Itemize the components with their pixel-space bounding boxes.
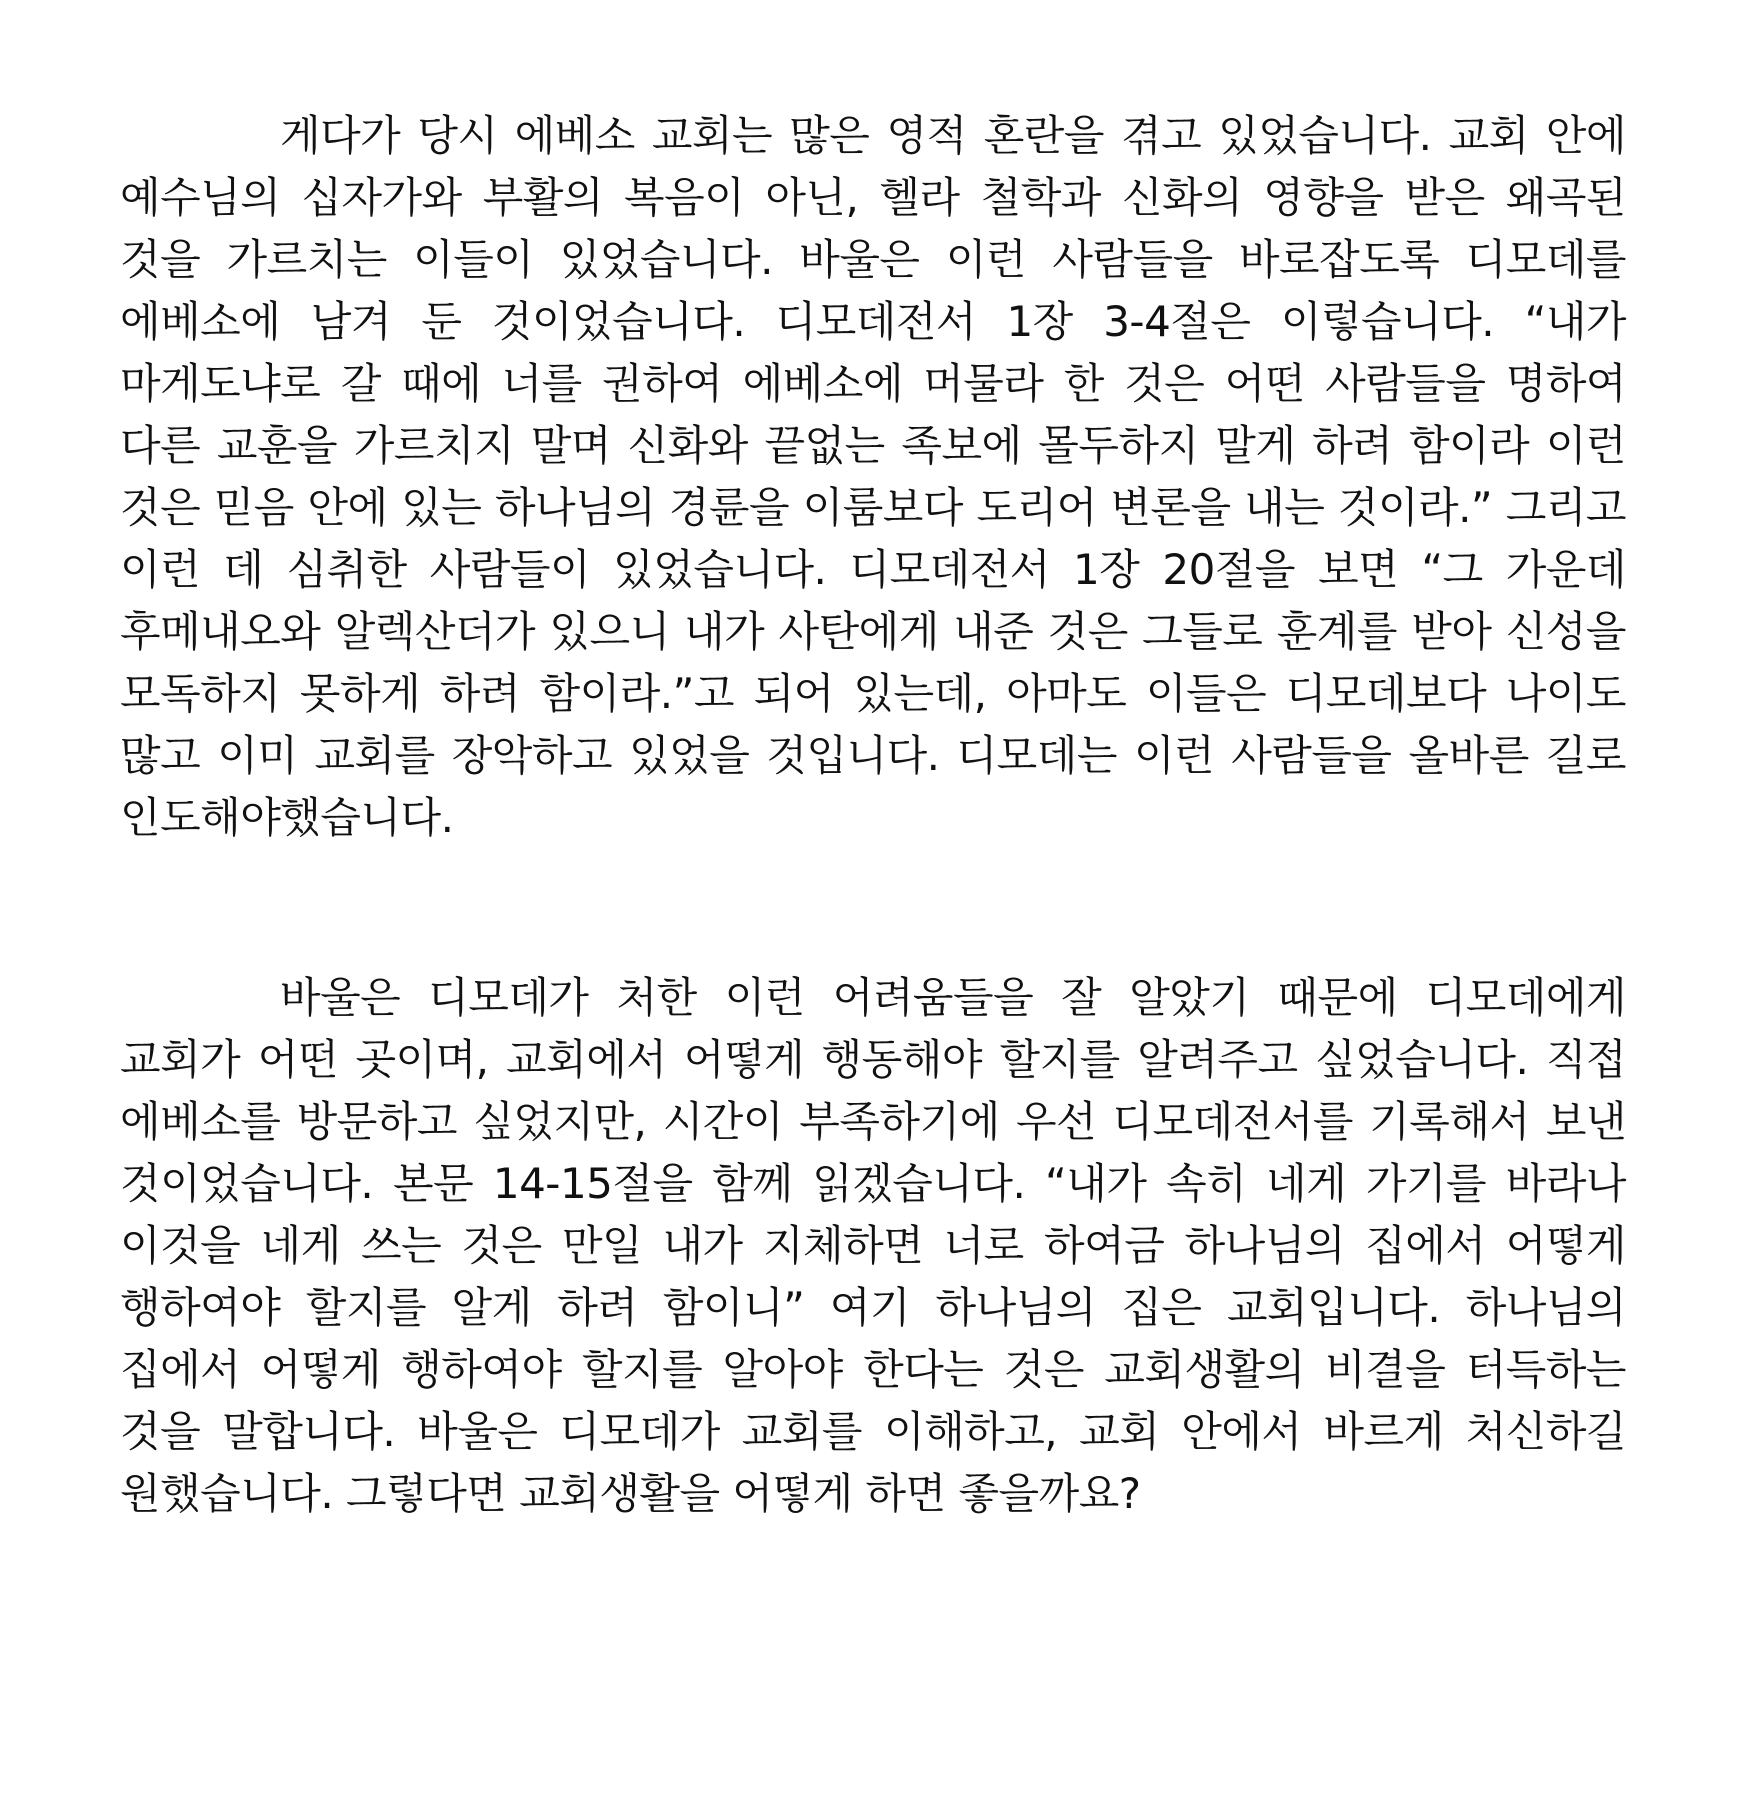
body-paragraph: 바울은 디모데가 처한 이런 어려움들을 잘 알았기 때문에 디모데에게 교회가 어떤 곳이며, 교회에서 어떻게 행동해야 할지를 알려주고 싶었습니다. 직접 에베소를 방문하고 싶었지만, 시간이 부족하기에 우선 디모데전서를 기록해서 보낸 것이었습니다. 본문 14-15절을 함께 읽겠습니다. “내가 속히 네게 가기를 바라나 이것을 네게 쓰는 것은 만일 내가 지체하면 너로 하여금 하나님의 집에서 어떻게 행하여야 할지를 알게 하려 함이니” 여기 하나님의 집은 교회입니다. 하나님의 집에서 어떻게 행하여야 할지를 알아야 한다는 것은 교회생활의 비결을 터득하는 것을 말합니다. 바울은 디모데가 교회를 이해하고, 교회 안에서 바르게 처신하길 원했습니다. 그렇다면 교회생활을 어떻게 하면 좋을까요? (120, 973, 1626, 1518)
body-paragraph: 게다가 당시 에베소 교회는 많은 영적 혼란을 겪고 있었습니다. 교회 안에 예수님의 십자가와 부활의 복음이 아닌, 헬라 철학과 신화의 영향을 받은 왜곡된 것을 가르치는 이들이 있었습니다. 바울은 이런 사람들을 바로잡도록 디모데를 에베소에 남겨 둔 것이었습니다. 디모데전서 1장 3-4절은 이렇습니다. “내가 마게도냐로 갈 때에 너를 권하여 에베소에 머물라 한 것은 어떤 사람들을 명하여 다른 교훈을 가르치지 말며 신화와 끝없는 족보에 몰두하지 말게 하려 함이라 이런 것은 믿음 안에 있는 하나님의 경륜을 이룸보다 도리어 변론을 내는 것이라.” 그리고 이런 데 심취한 사람들이 있었습니다. 디모데전서 1장 20절을 보면 “그 가운데 후메내오와 알렉산더가 있으니 내가 사탄에게 내준 것은 그들로 훈계를 받아 신성을 모독하지 못하게 하려 함이라.”고 되어 있는데, 아마도 이들은 디모데보다 나이도 많고 이미 교회를 장악하고 있었을 것입니다. 디모데는 이런 사람들을 올바른 길로 인도해야했습니다. (120, 111, 1626, 842)
document-page (120, 105, 1626, 1525)
